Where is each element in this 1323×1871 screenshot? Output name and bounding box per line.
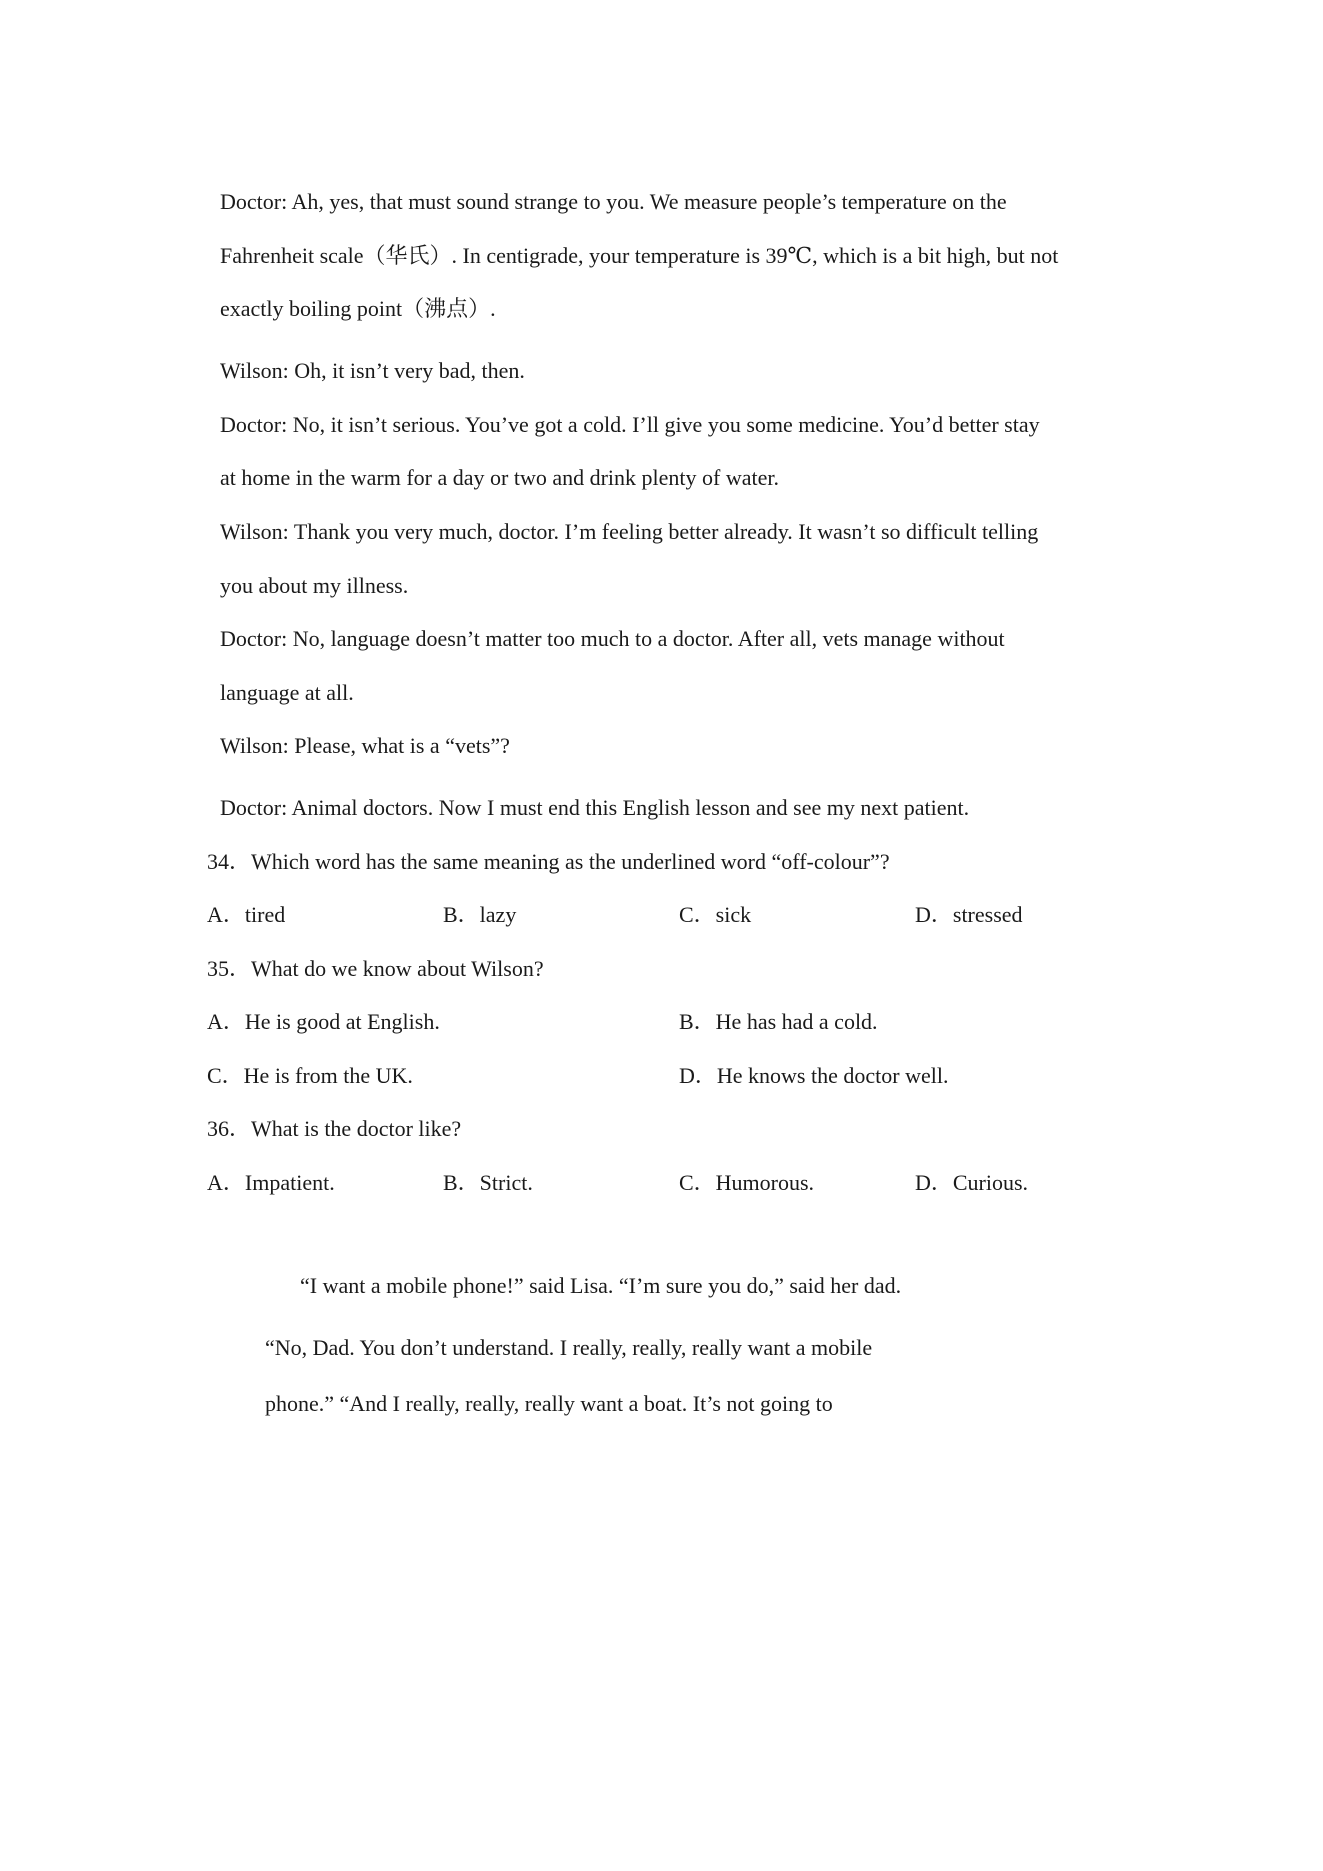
dialogue-line: Wilson: Oh, it isn’t very bad, then. [220, 358, 525, 383]
question-36-option-c: C．Humorous. [679, 1170, 815, 1195]
dialogue-line: Wilson: Please, what is a “vets”? [220, 733, 510, 758]
dialogue-line: Doctor: Ah, yes, that must sound strange to you. We measure people’s temperature on the [220, 189, 1007, 214]
passage-line: “I want a mobile phone!” said Lisa. “I’m sure you do,” said her dad. [300, 1273, 902, 1298]
question-34-option-a: A．tired [207, 902, 286, 927]
question-36-stem: 36．What is the doctor like? [207, 1116, 462, 1141]
passage-line: “No, Dad. You don’t understand. I really, really, really want a mobile [265, 1335, 873, 1360]
question-36-option-b: B．Strict. [443, 1170, 533, 1195]
dialogue-line: language at all. [220, 680, 354, 705]
dialogue-line: Fahrenheit scale（华氏）. In centigrade, your temperature is 39℃, which is a bit high, but not [220, 243, 1059, 268]
question-34-option-b: B．lazy [443, 902, 517, 927]
question-35-option-a: A．He is good at English. [207, 1009, 440, 1034]
passage-line: phone.” “And I really, really, really want a boat. It’s not going to [265, 1391, 833, 1416]
dialogue-line: Doctor: No, it isn’t serious. You’ve got a cold. I’ll give you some medicine. You’d better stay [220, 412, 1040, 437]
question-36-option-a: A．Impatient. [207, 1170, 335, 1195]
question-34-option-c: C．sick [679, 902, 752, 927]
dialogue-line: exactly boiling point（沸点）. [220, 296, 496, 321]
question-36-option-d: D．Curious. [915, 1170, 1029, 1195]
dialogue-line: Doctor: Animal doctors. Now I must end this English lesson and see my next patient. [220, 795, 970, 820]
question-35-option-c: C．He is from the UK. [207, 1063, 413, 1088]
question-34-stem: 34．Which word has the same meaning as the underlined word “off-colour”? [207, 849, 890, 874]
question-35-option-d: D．He knows the doctor well. [679, 1063, 949, 1088]
dialogue-line: you about my illness. [220, 573, 409, 598]
dialogue-line: at home in the warm for a day or two and drink plenty of water. [220, 465, 780, 490]
question-34-option-d: D．stressed [915, 902, 1023, 927]
question-35-stem: 35．What do we know about Wilson? [207, 956, 544, 981]
question-35-option-b: B．He has had a cold. [679, 1009, 878, 1034]
dialogue-line: Wilson: Thank you very much, doctor. I’m feeling better already. It wasn’t so difficult telling [220, 519, 1039, 544]
dialogue-line: Doctor: No, language doesn’t matter too much to a doctor. After all, vets manage without [220, 626, 1005, 651]
